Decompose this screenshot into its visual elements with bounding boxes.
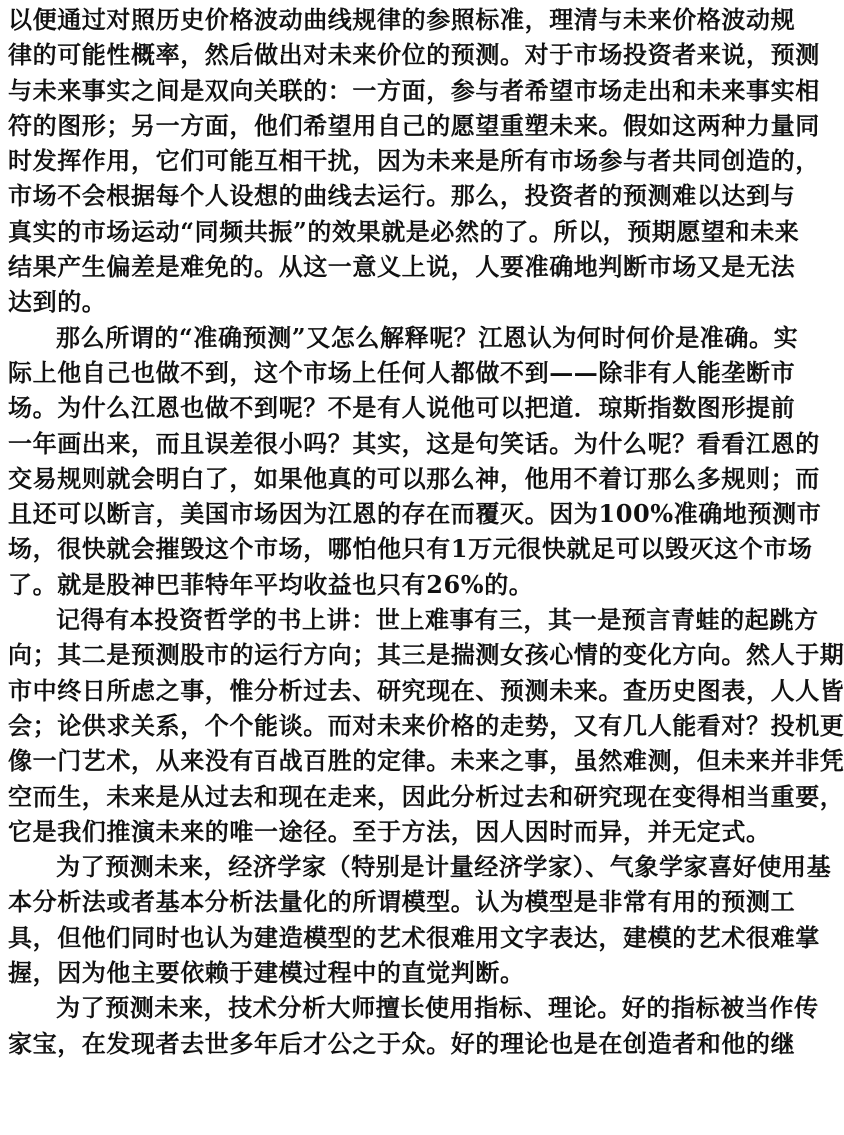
text-line: 一年画出来，而且误差很小吗？其实，这是句笑话。为什么呢？看看江恩的 bbox=[8, 428, 820, 458]
body-text bbox=[8, 2, 844, 1061]
text-line: 向；其二是预测股市的运行方向；其三是揣测女孩心情的变化方向。然人于期 bbox=[8, 640, 844, 670]
text-line: 时发挥作用，它们可能互相干扰，因为未来是所有市场参与者共同创造的， bbox=[8, 146, 820, 176]
text-line: 交易规则就会明白了，如果他真的可以那么神，他用不着订那么多规则；而 bbox=[8, 463, 820, 493]
text-line: 会；论供求关系，个个能谈。而对未来价格的走势，又有几人能看对？投机更 bbox=[8, 710, 844, 740]
text-line: 达到的。 bbox=[8, 287, 107, 317]
text-line: 为了预测未来，经济学家（特别是计量经济学家）、气象学家喜好使用基 bbox=[56, 852, 832, 882]
text-line: 市场不会根据每个人设想的曲线去运行。那么，投资者的预测难以达到与 bbox=[8, 181, 796, 211]
text-line: 为了预测未来，技术分析大师擅长使用指标、理论。好的指标被当作传 bbox=[56, 993, 819, 1023]
text-line: 场，很快就会摧毁这个市场，哪怕他只有1万元很快就足可以毁灭这个市场 bbox=[8, 534, 813, 564]
text-line: 了。就是股神巴菲特年平均收益也只有26%的。 bbox=[8, 569, 534, 599]
text-line: 它是我们推演未来的唯一途径。至于方法，因人因时而异，并无定式。 bbox=[8, 816, 771, 846]
text-line: 且还可以断言，美国市场因为江恩的存在而覆灭。因为100%准确地预测市 bbox=[8, 499, 822, 529]
text-line: 与未来事实之间是双向关联的：一方面，参与者希望市场走出和未来事实相 bbox=[8, 75, 820, 105]
text-line: 市中终日所虑之事，惟分析过去、研究现在、预测未来。查历史图表，人人皆 bbox=[8, 675, 844, 705]
text-line: 本分析法或者基本分析法量化的所谓模型。认为模型是非常有用的预测工 bbox=[8, 887, 796, 917]
text-line: 场。为什么江恩也做不到呢？不是有人说他可以把道．琼斯指数图形提前 bbox=[8, 393, 796, 423]
text-line: 记得有本投资哲学的书上讲：世上难事有三，其一是预言青蛙的起跳方 bbox=[56, 605, 819, 635]
text-line: 家宝，在发现者去世多年后才公之于众。好的理论也是在创造者和他的继 bbox=[8, 1028, 796, 1058]
text-line: 结果产生偏差是难免的。从这一意义上说，人要准确地判断市场又是无法 bbox=[8, 252, 796, 282]
text-line: 符的图形；另一方面，他们希望用自己的愿望重塑未来。假如这两种力量同 bbox=[8, 110, 820, 140]
text-line: 那么所谓的“准确预测”又怎么解释呢？江恩认为何时何价是准确。实 bbox=[56, 322, 799, 352]
text-line: 律的可能性概率，然后做出对未来价位的预测。对于市场投资者来说，预测 bbox=[8, 40, 820, 70]
text-line: 际上他自己也做不到，这个市场上任何人都做不到——除非有人能垄断市 bbox=[8, 357, 796, 387]
text-line: 具，但他们同时也认为建造模型的艺术很难用文字表达，建模的艺术很难掌 bbox=[8, 922, 820, 952]
text-line: 握，因为他主要依赖于建模过程中的直觉判断。 bbox=[8, 958, 525, 988]
text-line: 像一门艺术，从来没有百战百胜的定律。未来之事，虽然难测，但未来并非凭 bbox=[8, 746, 844, 776]
text-line: 空而生，未来是从过去和现在走来，因此分析过去和研究现在变得相当重要， bbox=[8, 781, 844, 811]
text-line: 以便通过对照历史价格波动曲线规律的参照标准，理清与未来价格波动规 bbox=[8, 5, 796, 34]
text-line: 真实的市场运动“同频共振”的效果就是必然的了。所以，预期愿望和未来 bbox=[8, 216, 800, 246]
